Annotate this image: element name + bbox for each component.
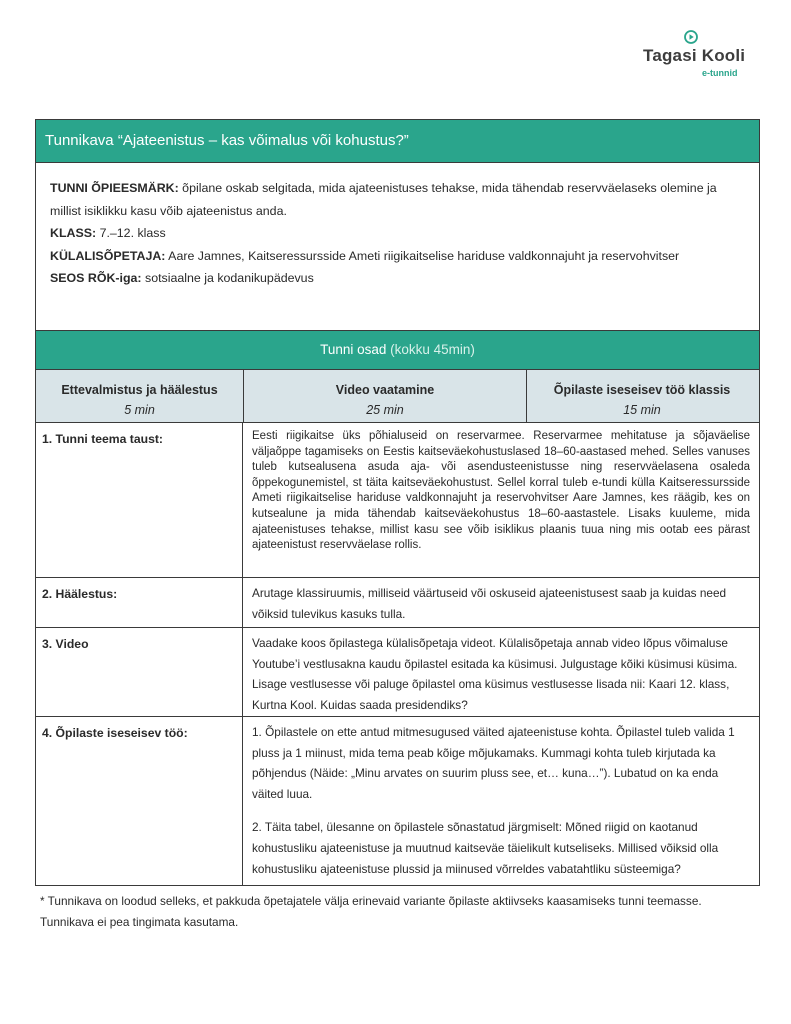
phase-preparation bbox=[36, 370, 243, 422]
guest-label: KÜLALISÕPETAJA: bbox=[50, 248, 166, 263]
goal-label: TUNNI ÕPIEESMÄRK: bbox=[50, 181, 179, 195]
phase-independent-work bbox=[526, 370, 757, 422]
lesson-plan-table bbox=[35, 119, 760, 886]
curriculum-text: sotsiaalne ja kodanikupädevus bbox=[141, 271, 314, 285]
play-icon bbox=[684, 30, 698, 44]
lesson-info bbox=[36, 163, 759, 331]
goal-line bbox=[50, 177, 745, 222]
curriculum-label: SEOS RÕK-iga: bbox=[50, 271, 142, 285]
table-row bbox=[36, 717, 759, 885]
logo-tagline: e-tunnid bbox=[702, 68, 738, 78]
row-label: 2. Häälestus: bbox=[36, 578, 243, 627]
row-paragraph: 2. Täita tabel, ülesanne on õpilastele sõnastatud järgmiselt: Mõned riigid on kaotanud kohustusliku ajateenistuse ja muutnud kaitseväe täielikult kutseliseks. Millised võiksid olla kohustusliku ajateenistuse plussid ja miinused võrreldes vabatahtliku süsteemiga? bbox=[252, 820, 719, 876]
phase-duration: 5 min bbox=[124, 403, 155, 417]
footnote: * Tunnikava on loodud selleks, et pakkuda õpetajatele välja erinevaid variante õpilaste aktiivseks kaasamiseks tunni teemasse. Tunnikava ei pea tingimata kasutama. bbox=[40, 894, 702, 929]
phase-header-row bbox=[36, 370, 759, 423]
row-paragraph: 1. Õpilastele on ette antud mitmesugused väited ajateenistuse kohta. Õpilastel tuleb valida 1 pluss ja 1 miinust, mida tema peab kõige mõjukamaks. Kummagi kohta tuleb kirjutada ka põhjendus (Näide: „Minu arvates on suurim pluss see, et… kuna…”). Lubatud on ka enda väited luua. bbox=[252, 725, 735, 801]
class-label: KLASS: bbox=[50, 226, 97, 240]
phase-name: Video vaatamine bbox=[335, 383, 435, 397]
phase-duration: 15 min bbox=[623, 403, 661, 417]
row-paragraph: Arutage klassiruumis, milliseid väärtuseid või oskuseid ajateenistusest saab ja kuidas need võiksid tulevikus kasuks tulla. bbox=[252, 586, 727, 621]
logo-name: Tagasi Kooli bbox=[643, 46, 746, 65]
table-row bbox=[36, 423, 759, 578]
curriculum-line bbox=[50, 267, 745, 290]
table-row bbox=[36, 628, 759, 717]
row-paragraph: Vaadake koos õpilastega külalisõpetaja videot. Külalisõpetaja annab video lõpus võimaluse Youtube’i vestlusakna kaudu õpilastel esitada ka küsimusi. Julgustage kõiki küsimusi küsima. Lisage vestlusesse või paluge õpilastel oma küsimus vestlusesse lisada nii: Kaari 12. klass, Kurtna Kool. Kuidas saada presidendiks? bbox=[252, 636, 738, 712]
row-label: 3. Video bbox=[36, 628, 243, 716]
row-label: 4. Õpilaste iseseisev töö: bbox=[36, 717, 243, 885]
phase-name: Ettevalmistus ja häälestus bbox=[61, 383, 218, 397]
row-body bbox=[243, 628, 759, 716]
phase-duration: 25 min bbox=[366, 403, 404, 417]
lesson-parts-header bbox=[36, 331, 759, 370]
row-body bbox=[243, 423, 759, 577]
class-text: 7.–12. klass bbox=[96, 226, 166, 240]
guest-line bbox=[50, 245, 745, 268]
row-body bbox=[243, 717, 759, 885]
lesson-parts-title: Tunni osad bbox=[320, 342, 387, 357]
row-paragraph: Eesti riigikaitse üks põhialuseid on reservarmee. Reservarmee mehitatuse ja sõjaväelise väljaõppe tagamiseks on Eestis kaitseväekohustuslased 18–60-aastased mehed. Selles vanuses tuleb kutsealusena asuda aja- või asendusteenistusse ning reservväelasena osaleda õppekogunemistel, st täita kaitseväekohustust. Sellel korral tuleb e-tundi külla Kaitseressursside Ameti riigikaitselise hariduse valdkonnajuht ja reservohvitser Aare Jamnes, kes räägib, kes on kutsealune ja mida tähendab kaitseväekohustus 18–60-aastastele. Lisaks kuuleme, mida ajateenistuses tehakse, millist kasu see võib isiklikus plaanis tuua ning mis ootab ees pärast ajateenistust reservväelase rollis. bbox=[252, 430, 750, 552]
table-row bbox=[36, 578, 759, 628]
goal-text: õpilane oskab selgitada, mida ajateenistuses tehakse, mida tähendab reservväelaseks olemine ja millist isiklikku kasu võib ajateenistus anda. bbox=[50, 181, 717, 218]
row-label: 1. Tunni teema taust: bbox=[36, 423, 243, 577]
row-body bbox=[243, 578, 759, 627]
lesson-title: Tunnikava “Ajateenistus – kas võimalus või kohustus?” bbox=[36, 120, 759, 163]
lesson-parts-total: (kokku 45min) bbox=[386, 342, 475, 357]
logo bbox=[640, 30, 750, 78]
phase-video bbox=[243, 370, 526, 422]
phase-name: Õpilaste iseseisev töö klassis bbox=[553, 383, 731, 397]
class-line bbox=[50, 222, 745, 245]
guest-text: Aare Jamnes, Kaitseressursside Ameti riigikaitselise hariduse valdkonnajuht ja reservohvitser bbox=[165, 248, 680, 263]
